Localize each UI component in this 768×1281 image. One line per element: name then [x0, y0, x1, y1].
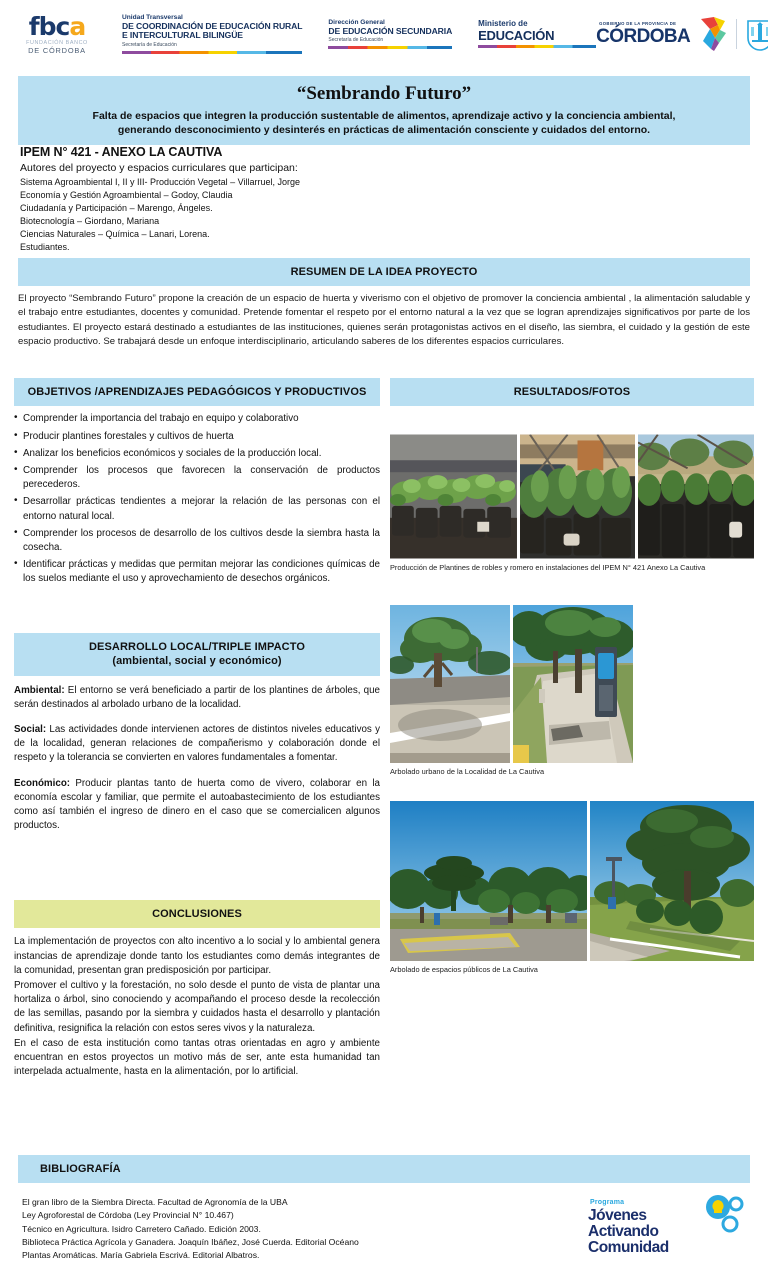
section-header-desarrollo — [14, 633, 380, 676]
list-item: • Comprender los procesos de desarrollo de los cultivos desde la siembra hasta la cosecha. — [14, 527, 380, 555]
page-title: “Sembrando Futuro” — [296, 83, 472, 104]
section-header-conclusiones: CONCLUSIONES — [14, 900, 380, 928]
escudo-cordoba-icon — [745, 17, 768, 51]
bibliografia-item: Técnico en Agricultura. Isidro Carretero Cañado. Edición 2003. — [22, 1223, 261, 1234]
direccion-general-line2: DE EDUCACIÓN SECUNDARIA — [328, 25, 453, 36]
programa-jovenes-activando-comunidad-logo — [588, 1192, 748, 1256]
list-item: • Producir plantines forestales y cultivos de huerta — [14, 430, 380, 444]
programa-word-comunidad: Comunidad — [588, 1238, 669, 1256]
figure-plantines — [390, 434, 754, 573]
school-and-authors — [20, 145, 520, 254]
conclusiones-body — [14, 935, 380, 1079]
photo-plantines-romero — [520, 434, 635, 559]
direccion-general-secretaria: Secretaría de Educación — [328, 37, 384, 44]
unidad-transversal-logo — [96, 14, 302, 53]
institutional-logo-bar — [0, 0, 768, 68]
author-line: Estudiantes. — [20, 242, 70, 253]
desarrollo-text-ambiental: El entorno se verá beneficiado a partir de los plantines de árboles, que serán destinados al arbolado urbano de la localidad. — [14, 684, 380, 710]
figure-espacios-publicos — [390, 801, 754, 975]
rainbow-rule-icon — [328, 46, 452, 49]
figure-arbolado-urbano — [390, 605, 754, 777]
bibliografia-list — [22, 1196, 582, 1263]
bibliografia-item: Biblioteca Práctica Agrícola y Ganadera. Joaquín Ibáñez, José Cuerda. Editorial Océano — [22, 1236, 359, 1247]
logo-divider — [736, 19, 737, 49]
conclusiones-paragraph: Promover el cultivo y la forestación, no solo desde el punto de vista de plantar una hortaliza o árbol, sino conociendo y acompañando el proceso desde la recolección de las semillas, pasando por la siembra y cuidados hasta el desarrollo y plantación definitiva, resignifica la relación con estos seres vivos y la naturaleza. — [14, 979, 380, 1034]
fbca-logo-line2: DE CÓRDOBA — [28, 45, 86, 55]
programa-word-activando: Activando — [588, 1223, 659, 1241]
desarrollo-heading-line1: DESARROLLO LOCAL/TRIPLE IMPACTO — [89, 641, 305, 653]
desarrollo-heading-line2: (ambiental, social y económico) — [112, 655, 282, 668]
unidad-transversal-line3: E INTERCULTURAL BILINGÜE — [122, 30, 243, 41]
rainbow-rule-icon — [122, 51, 302, 54]
problem-statement-line1: Falta de espacios que integren la producción sustentable de alimentos, aprendizaje activo y la conciencia ambiental, — [92, 110, 676, 122]
programa-bubbles-icon — [704, 1194, 744, 1238]
bibliografia-item: Plantas Aromáticas. María Gabriela Escrivá. Editorial Albatros. — [22, 1250, 260, 1261]
desarrollo-label-economico: Económico: — [14, 777, 71, 789]
poster-title-block — [18, 76, 750, 145]
figure-caption: Arbolado de espacios públicos de La Cautiva — [390, 964, 538, 974]
section-header-resultados: RESULTADOS/FOTOS — [390, 378, 754, 406]
photo-row — [390, 605, 754, 763]
cordoba-wordmark — [596, 22, 690, 45]
unidad-transversal-line2: DE COORDINACIÓN DE EDUCACIÓN RURAL — [122, 20, 303, 31]
unidad-transversal-secretaria: Secretaría de Educación — [122, 42, 177, 49]
desarrollo-local-section — [14, 633, 380, 844]
photo-plaza-panoramica — [390, 801, 587, 961]
desarrollo-text-social: Las actividades donde intervienen actores de distintos niveles educativos y de la localidad, generan relaciones de compañerismo y colaboración donde el respeto y la tolerancia se convierten en valores fundamentales a fomentar. — [14, 724, 380, 764]
photo-arbolado-vereda-arbol — [390, 605, 510, 763]
gobierno-cordoba-logo — [596, 17, 768, 51]
photo-plantines-bolsas — [638, 434, 754, 559]
list-item: • Comprender los procesos que favorecen la conservación de productos perecederos. — [14, 464, 380, 492]
cordoba-map-icon — [698, 17, 728, 51]
ministerio-line1: Ministerio de — [478, 18, 528, 28]
resumen-body: El proyecto “Sembrando Futuro” propone la creación de un espacio de huerta y viverismo con el objetivo de promover la conciencia ambiental , la alimentación saludable y el trabajo entre estudiantes, docentes y comunidad. Pretende fomentar el respeto por el entorno natural a la vez que se logran aprendizajes significativos por parte de los estudiantes. El proyecto estará destinado a estudiantes de las instituciones, quienes serán protagonistas activos en el diseño, las siembra, el cuidado y la gestión de este espacio productivo. Se trabajará desde un enfoque interdisciplinario, articulando saberes de los diferentes espacios curriculares. — [18, 293, 750, 348]
problem-statement-line2: generando desconocimiento y desinterés en prácticas de alimentación consciente y cuidados del entorno. — [117, 124, 651, 137]
desarrollo-paragraph-ambiental — [14, 684, 380, 712]
conclusiones-paragraph: En el caso de esta institución como tantas otras orientadas en agro y ambiente encuentran en estos proyectos un motivo más de ser, ante esta humanidad tan interpelada actualmente, hasta en la alimentación, por lo artificial. — [14, 1037, 380, 1078]
author-line: Economía y Gestión Agroambiental – Godoy, Claudia — [20, 190, 233, 201]
photo-row — [390, 434, 754, 559]
author-line: Biotecnología – Giordano, Mariana — [20, 216, 160, 227]
objetivos-section — [14, 378, 380, 590]
desarrollo-body — [14, 684, 380, 834]
school-name: IPEM N° 421 - ANEXO LA CAUTIVA — [20, 145, 223, 159]
direccion-general-logo — [302, 19, 452, 49]
author-line: Sistema Agroambiental I, II y III- Producción Vegetal – Villarruel, Jorge — [20, 177, 300, 187]
ministerio-educacion-logo — [452, 20, 596, 49]
bibliografia-item: Ley Agroforestal de Córdoba (Ley Provincial N° 10.467) — [22, 1210, 234, 1221]
author-line: Ciencias Naturales – Química – Lanari, Lorena. — [20, 229, 210, 240]
bibliografia-item: El gran libro de la Siembra Directa. Facultad de Agronomía de la UBA — [22, 1197, 288, 1207]
programa-pre-label: Programa — [590, 1199, 625, 1206]
photo-plaza-pino — [590, 801, 754, 961]
rainbow-rule-icon — [478, 45, 596, 48]
section-header-bibliografia: BIBLIOGRAFÍA — [18, 1155, 750, 1183]
fbca-logo — [18, 14, 96, 54]
direccion-general-line1: Dirección General — [328, 19, 385, 27]
resultados-section — [390, 378, 754, 974]
fbca-wordmark: fbca — [28, 12, 86, 42]
desarrollo-label-social: Social: — [14, 724, 47, 735]
author-line: Ciudadanía y Participación – Marengo, Ángeles. — [20, 203, 213, 214]
figure-caption: Arbolado urbano de la Localidad de La Cautiva — [390, 766, 545, 776]
programa-wordmark — [588, 1192, 669, 1256]
ministerio-line2: EDUCACIÓN — [478, 27, 555, 43]
programa-word-jovenes: Jóvenes — [588, 1207, 647, 1225]
section-header-resumen: RESUMEN DE LA IDEA PROYECTO — [18, 258, 750, 286]
desarrollo-text-economico: Producir plantas tanto de huerta como de vivero, colaborar en la economía escolar y familiar, que permite el autoabastecimiento de los estudiantes como así también el ingreso de dinero en el caso que se comercialicen algunos productos. — [14, 777, 380, 832]
cordoba-big-line: CÓRDOBA — [596, 25, 691, 47]
list-item: • Identificar prácticas y medidas que permitan mejorar las condiciones químicas de los suelos mediante el uso y aprovechamiento de desechos orgánicos. — [14, 558, 380, 586]
desarrollo-label-ambiental: Ambiental: — [14, 684, 65, 696]
desarrollo-paragraph-social — [14, 723, 380, 766]
section-header-objetivos: OBJETIVOS /APRENDIZAJES PEDAGÓGICOS Y PRODUCTIVOS — [14, 378, 380, 406]
objetivos-list — [14, 412, 380, 586]
fbca-logo-line1: FUNDACIÓN BANCO — [26, 40, 88, 47]
figure-caption: Producción de Plantines de robles y romero en instalaciones del IPEM N° 421 Anexo La Cautiva — [390, 563, 706, 573]
unidad-transversal-line1: Unidad Transversal — [122, 14, 183, 22]
conclusiones-section — [14, 900, 380, 1080]
desarrollo-paragraph-economico — [14, 777, 380, 834]
authors-lead: Autores del proyecto y espacios curriculares que participan: — [20, 162, 298, 174]
photo-row — [390, 801, 754, 961]
photo-plantines-robles — [390, 434, 517, 559]
list-item: • Analizar los beneficios económicos y sociales de la producción local. — [14, 447, 380, 461]
photo-arbolado-vereda-poste — [513, 605, 633, 763]
list-item: • Comprender la importancia del trabajo en equipo y colaborativo — [14, 412, 380, 426]
conclusiones-paragraph: La implementación de proyectos con alto incentivo a lo social y lo ambiental genera instancias de aprendizaje donde tanto los estudiantes como demás integrantes de la comunidad, presentan gran predisposición por participar. — [14, 936, 380, 976]
list-item: • Desarrollar prácticas tendientes a mejorar la relación de las personas con el entorno natural local. — [14, 495, 380, 523]
cordoba-small-line: GOBIERNO DE LA PROVINCIA DE — [599, 21, 677, 27]
